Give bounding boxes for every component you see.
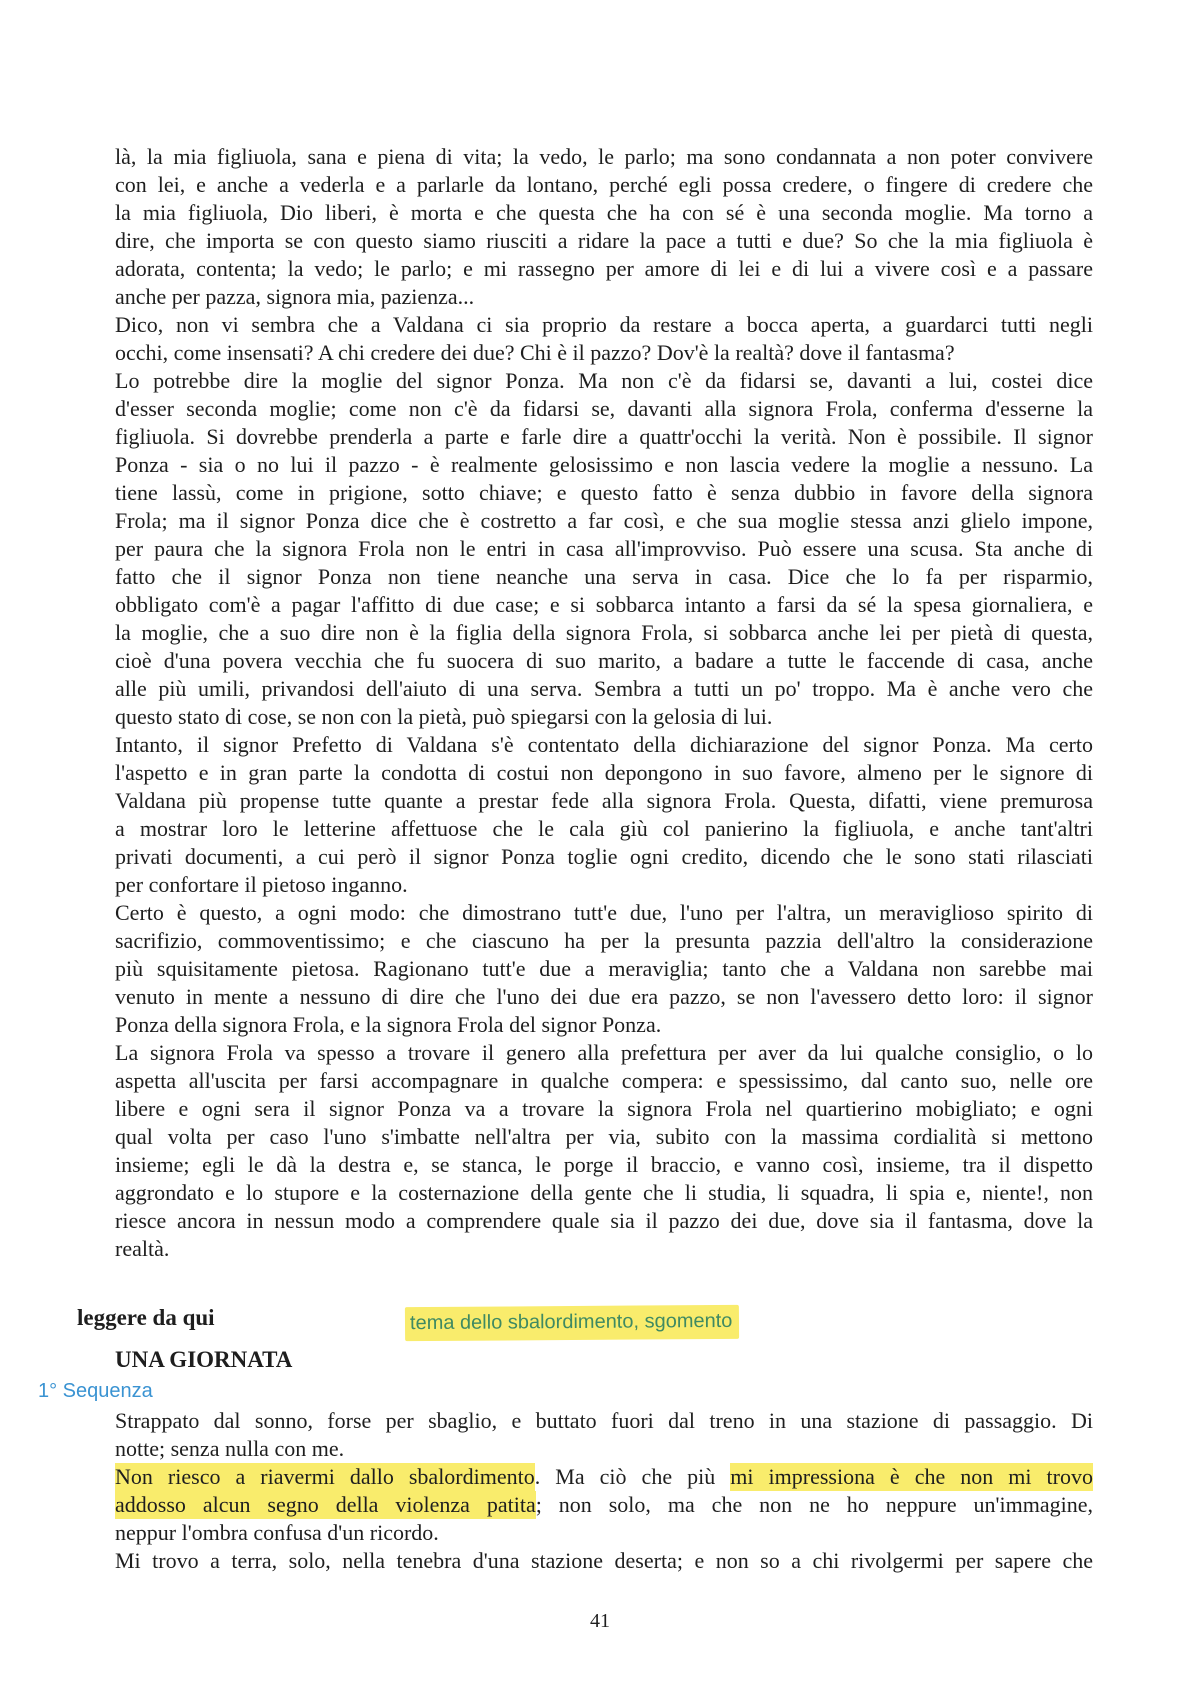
highlighted-text: mi impressiona è che non mi trovo xyxy=(730,1464,1093,1489)
text-line: Intanto, il signor Prefetto di Valdana s'è contentato della dichiarazione del signor Ponza. Ma certo xyxy=(115,732,1093,757)
text-line: Certo è questo, a ogni modo: che dimostrano tutt'e due, l'uno per l'altra, un meraviglioso spirito di xyxy=(115,900,1093,925)
text-line: sacrifizio, commoventissimo; e che ciascuno ha per la presunta pazzia dell'altro la considerazione xyxy=(115,928,1093,953)
highlighted-text: addosso alcun segno della violenza patita xyxy=(115,1492,536,1517)
text-line: a mostrar loro le letterine affettuose che le cala giù col panierino la figliuola, e anche tant'altri xyxy=(115,816,1093,841)
text-line: insieme; egli le dà la destra e, se stanca, le porge il braccio, e vanno così, insieme, tra il dispetto xyxy=(115,1152,1093,1177)
paragraph xyxy=(115,1407,1093,1463)
text-line: libere e ogni sera il signor Ponza va a trovare la signora Frola nel quartierino mobigliato; e ogni xyxy=(115,1096,1093,1121)
text-line: Lo potrebbe dire la moglie del signor Ponza. Ma non c'è da fidarsi se, davanti a lui, costei dice xyxy=(115,368,1093,393)
text-line xyxy=(115,1491,1093,1519)
text-line: occhi, come insensati? A chi credere dei due? Chi è il pazzo? Dov'è la realtà? dove il fantasma? xyxy=(115,340,955,365)
text-line: l'aspetto e in gran parte la condotta di costui non depongono in suo favore, almeno per le signore di xyxy=(115,760,1093,785)
text-line xyxy=(115,1547,1093,1575)
text-line: dire, che importa se con questo siamo riusciti a ridare la pace a tutti e due? So che la mia figliuola è xyxy=(115,228,1093,253)
highlighted-text: Non riesco a riavermi dallo sbalordimento xyxy=(115,1464,535,1489)
text-line xyxy=(115,1519,1093,1547)
text-line: cioè d'una povera vecchia che fu suocera di suo marito, a badare a tutte le faccende di casa, anche xyxy=(115,648,1093,673)
text-line: venuto in mente a nessuno di dire che l'uno dei due era pazzo, se non l'avessero detto loro: il signor xyxy=(115,984,1093,1009)
text-line: riesce ancora in nessun modo a comprendere quale sia il pazzo dei due, dove sia il fantasma, dove la xyxy=(115,1208,1093,1233)
text-line: con lei, e anche a vederla e a parlarle da lontano, perché egli possa credere, o fingere di credere che xyxy=(115,172,1093,197)
text-line: realtà. xyxy=(115,1236,170,1261)
text-line: la mia figliuola, Dio liberi, è morta e che questa che ha con sé è una seconda moglie. Ma torno a xyxy=(115,200,1093,225)
text-line: più squisitamente pietosa. Ragionano tutt'e due a meraviglia; tanto che a Valdana non sarebbe mai xyxy=(115,956,1093,981)
text-segment: Mi trovo a terra, solo, nella tenebra d'una stazione deserta; e non so a chi rivolgermi per sapere che xyxy=(115,1548,1093,1573)
text-line: qual volta per caso l'uno s'imbatte nell'altra per via, subito con la massima cordialità si mettono xyxy=(115,1124,1093,1149)
text-segment: Strappato dal sonno, forse per sbaglio, e buttato fuori dal treno in una stazione di passaggio. Di xyxy=(115,1408,1093,1433)
text-line: privati documenti, a cui però il signor Ponza toglie ogni credito, dicendo che le sono stati rilasciati xyxy=(115,844,1093,869)
text-line: d'esser seconda moglie; come non c'è da fidarsi se, davanti alla signora Frola, conferma d'esserne la xyxy=(115,396,1093,421)
paragraph xyxy=(115,1547,1093,1575)
text-segment: ; non solo, ma che non ne ho neppure un'immagine, xyxy=(535,1492,1093,1517)
paragraph xyxy=(115,367,1093,731)
text-line xyxy=(115,1463,1093,1491)
text-line xyxy=(115,1407,1093,1435)
text-line: figliuola. Si dovrebbe prenderla a parte e farle dire a quattr'occhi la verità. Non è possibile. Il signor xyxy=(115,424,1093,449)
paragraph xyxy=(115,1463,1093,1547)
section-text xyxy=(115,1407,1093,1575)
text-line: La signora Frola va spesso a trovare il genero alla prefettura per aver da lui qualche consiglio, o lo xyxy=(115,1040,1093,1065)
text-line: aggrondato e lo stupore e la costernazione della gente che li studia, li squadra, li spia e, niente!, non xyxy=(115,1180,1093,1205)
text-line: aspetta all'uscita per farsi accompagnare in qualche compera: e spessissimo, dal canto suo, nelle ore xyxy=(115,1068,1093,1093)
text-line: Frola; ma il signor Ponza dice che è costretto a far così, e che sua moglie stessa anzi glielo impone, xyxy=(115,508,1093,533)
text-line: Dico, non vi sembra che a Valdana ci sia proprio da restare a bocca aperta, a guardarci tutti negli xyxy=(115,312,1093,337)
body-text xyxy=(115,143,1093,1263)
text-line: tiene lassù, come in prigione, sotto chiave; e questo fatto è senza dubbio in favore della signora xyxy=(115,480,1093,505)
text-line: alle più umili, privandosi dell'aiuto di una serva. Sembra a tutti un po' troppo. Ma è anche vero che xyxy=(115,676,1093,701)
text-line: Ponza della signora Frola, e la signora Frola del signor Ponza. xyxy=(115,1012,662,1037)
paragraph xyxy=(115,143,1093,311)
paragraph xyxy=(115,311,1093,367)
text-line: la moglie, che a suo dire non è la figlia della signora Frola, si sobbarca anche lei per pietà di questa, xyxy=(115,620,1093,645)
text-line: per paura che la signora Frola non le entri in casa all'improvviso. Può essere una scusa. Sta anche di xyxy=(115,536,1093,561)
text-segment: . Ma ciò che più xyxy=(534,1464,731,1489)
text-line: Valdana più propense tutte quante a prestar fede alla signora Frola. Questa, difatti, viene premurosa xyxy=(115,788,1093,813)
text-segment: notte; senza nulla con me. xyxy=(115,1436,345,1461)
text-line: questo stato di cose, se non con la pietà, può spiegarsi con la gelosia di lui. xyxy=(115,704,773,729)
text-line: là, la mia figliuola, sana e piena di vita; la vedo, le parlo; ma sono condannata a non poter convivere xyxy=(115,144,1093,169)
text-line: Ponza - sia o no lui il pazzo - è realmente gelosissimo e non lascia vedere la moglie a nessuno. La xyxy=(115,452,1093,477)
text-segment: neppur l'ombra confusa d'un ricordo. xyxy=(115,1520,439,1545)
text-line: adorata, contenta; la vedo; le parlo; e mi rassegno per amore di lei e di lui a vivere così e a passare xyxy=(115,256,1093,281)
paragraph xyxy=(115,1039,1093,1263)
reading-start-marker: leggere da qui xyxy=(77,1305,215,1330)
text-line xyxy=(115,1435,1093,1463)
paragraph xyxy=(115,899,1093,1039)
highlighted-annotation-note: tema dello sbalordimento, sgomento xyxy=(405,1305,740,1341)
text-line: obbligato com'è a pagar l'affitto di due case; e si sobbarca intanto a farsi da sé la spesa giornaliera, e xyxy=(115,592,1093,617)
text-line: anche per pazza, signora mia, pazienza... xyxy=(115,284,475,309)
story-title: UNA GIORNATA xyxy=(115,1347,293,1372)
text-line: per confortare il pietoso inganno. xyxy=(115,872,408,897)
sequence-label: 1° Sequenza xyxy=(38,1380,153,1402)
text-line: fatto che il signor Ponza non tiene neanche una serva in casa. Dice che lo fa per risparmio, xyxy=(115,564,1093,589)
paragraph xyxy=(115,731,1093,899)
page-number: 41 xyxy=(590,1610,610,1632)
